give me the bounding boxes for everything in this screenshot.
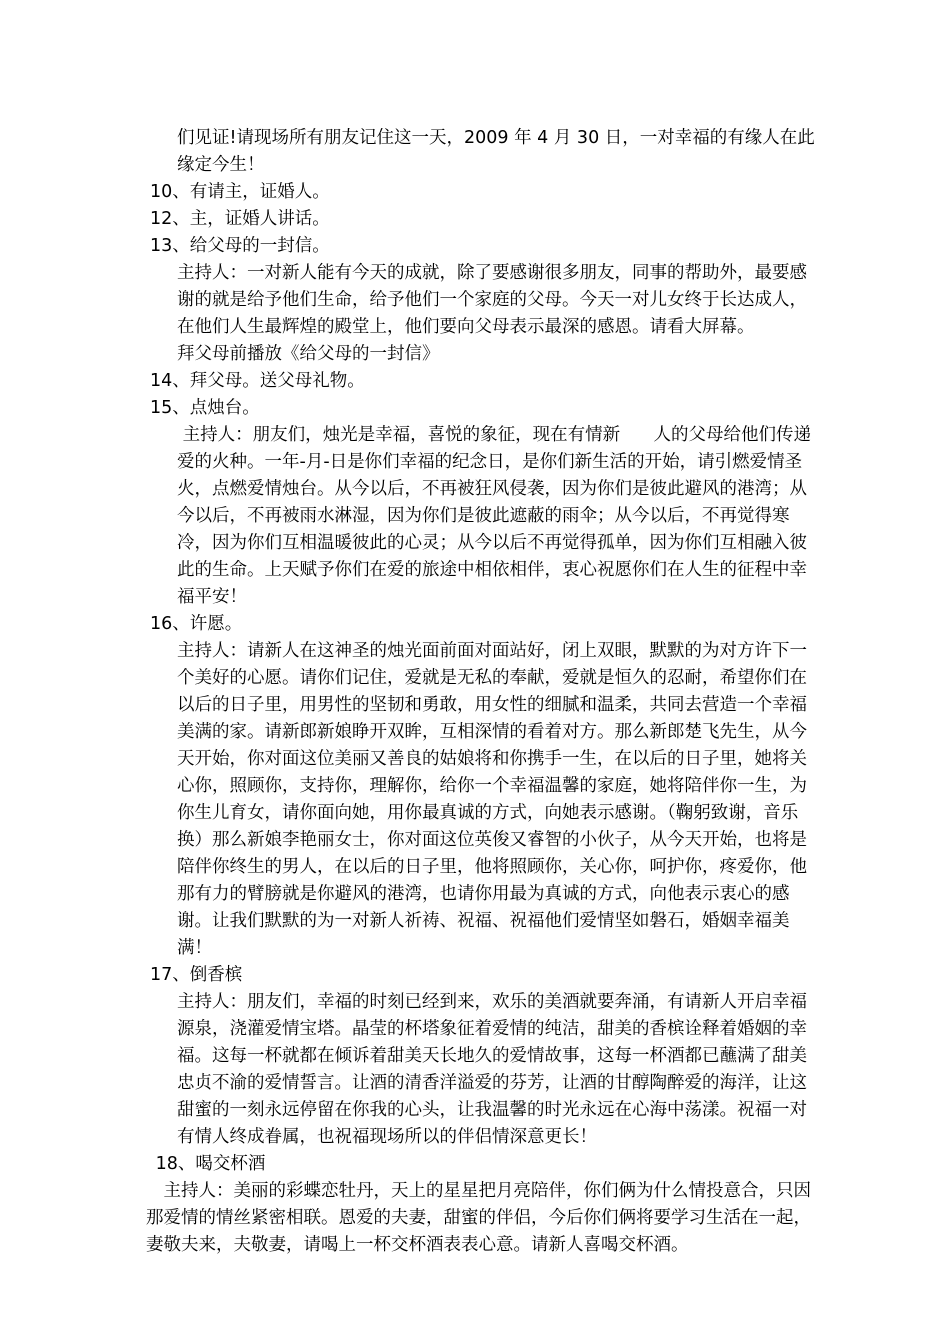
item-12-heading: 12、主，证婚人讲话。: [150, 209, 330, 229]
item-10-heading: 10、有请主，证婚人。: [150, 182, 330, 202]
item-13-heading: 13、给父母的一封信。: [150, 236, 330, 256]
paragraph-intro: 们见证!请现场所有朋友记住这一天，2009 年 4 月 30 日，一对幸福的有缘人在此缘定今生！: [177, 128, 815, 175]
item-14-heading: 14、拜父母。送父母礼物。: [150, 371, 365, 391]
item-13-video-note: 拜父母前播放《给父母的一封信》: [177, 344, 440, 364]
item-18-host-speech: 主持人：美丽的彩蝶恋牡丹，天上的星星把月亮陪伴，你们俩为什么情投意合，只因那爱情的情丝紧密相联。恩爱的夫妻，甜蜜的伴侣，今后你们俩将要学习生活在一起，妻敬夫来，夫敬妻，请喝上一杯交杯酒表表心意。请新人喜喝交杯酒。: [146, 1181, 811, 1255]
item-16-heading: 16、许愿。: [150, 614, 243, 634]
item-13-host-speech: 主持人：一对新人能有今天的成就，除了要感谢很多朋友，同事的帮助外，最要感谢的就是给予他们生命，给予他们一个家庭的父母。今天一对儿女终于长达成人，在他们人生最辉煌的殿堂上，他们要向父母表示最深的感恩。请看大屏幕。: [177, 263, 807, 337]
document-body: [146, 125, 815, 1259]
item-15-heading: 15、点烛台。: [150, 398, 260, 418]
item-15-host-speech: 主持人：朋友们，烛光是幸福，喜悦的象征，现在有情新 人的父母给他们传递爱的火种。一年-月-日是你们幸福的纪念日，是你们新生活的开始，请引燃爱情圣火，点燃爱情烛台。从今以后，不再被狂风侵袭，因为你们是彼此避风的港湾；从今以后，不再被雨水淋湿，因为你们是彼此遮蔽的雨伞；从今以后，不再觉得寒冷，因为你们互相温暖彼此的心灵；从今以后不再觉得孤单，因为你们互相融入彼此的生命。上天赋予你们在爱的旅途中相依相伴，衷心祝愿你们在人生的征程中幸福平安！: [177, 425, 811, 607]
item-17-host-speech: 主持人：朋友们，幸福的时刻已经到来，欢乐的美酒就要奔涌，有请新人开启幸福源泉，浇灌爱情宝塔。晶莹的杯塔象征着爱情的纯洁，甜美的香槟诠释着婚姻的幸福。这每一杯就都在倾诉着甜美天长地久的爱情故事，这每一杯酒都已蘸满了甜美忠贞不渝的爱情誓言。让酒的清香洋溢爱的芬芳，让酒的甘醇陶醉爱的海洋，让这甜蜜的一刻永远停留在你我的心头，让我温馨的时光永远在心海中荡漾。祝福一对有情人终成眷属，也祝福现场所以的伴侣情深意更长！: [177, 992, 807, 1147]
item-16-host-speech: 主持人：请新人在这神圣的烛光面前面对面站好，闭上双眼，默默的为对方许下一个美好的心愿。请你们记住，爱就是无私的奉献，爱就是恒久的忍耐，希望你们在以后的日子里，用男性的坚韧和勇敢，用女性的细腻和温柔，共同去营造一个幸福美满的家。请新郎新娘睁开双眸，互相深情的看着对方。那么新郎楚飞先生，从今天开始，你对面这位美丽又善良的姑娘将和你携手一生，在以后的日子里，她将关心你，照顾你，支持你，理解你，给你一个幸福温馨的家庭，她将陪伴你一生，为你生儿育女，请你面向她，用你最真诚的方式，向她表示感谢。（鞠躬致谢，音乐换）那么新娘李艳丽女士，你对面这位英俊又睿智的小伙子，从今天开始，也将是陪伴你终生的男人，在以后的日子里，他将照顾你，关心你，呵护你，疼爱你，他那有力的臂膀就是你避风的港湾，也请你用最为真诚的方式，向他表示衷心的感谢。让我们默默的为一对新人祈祷、祝福、祝福他们爱情坚如磐石，婚姻幸福美满！: [177, 641, 807, 958]
item-18-heading: 18、喝交杯酒: [150, 1154, 266, 1174]
item-17-heading: 17、倒香槟: [150, 965, 243, 985]
